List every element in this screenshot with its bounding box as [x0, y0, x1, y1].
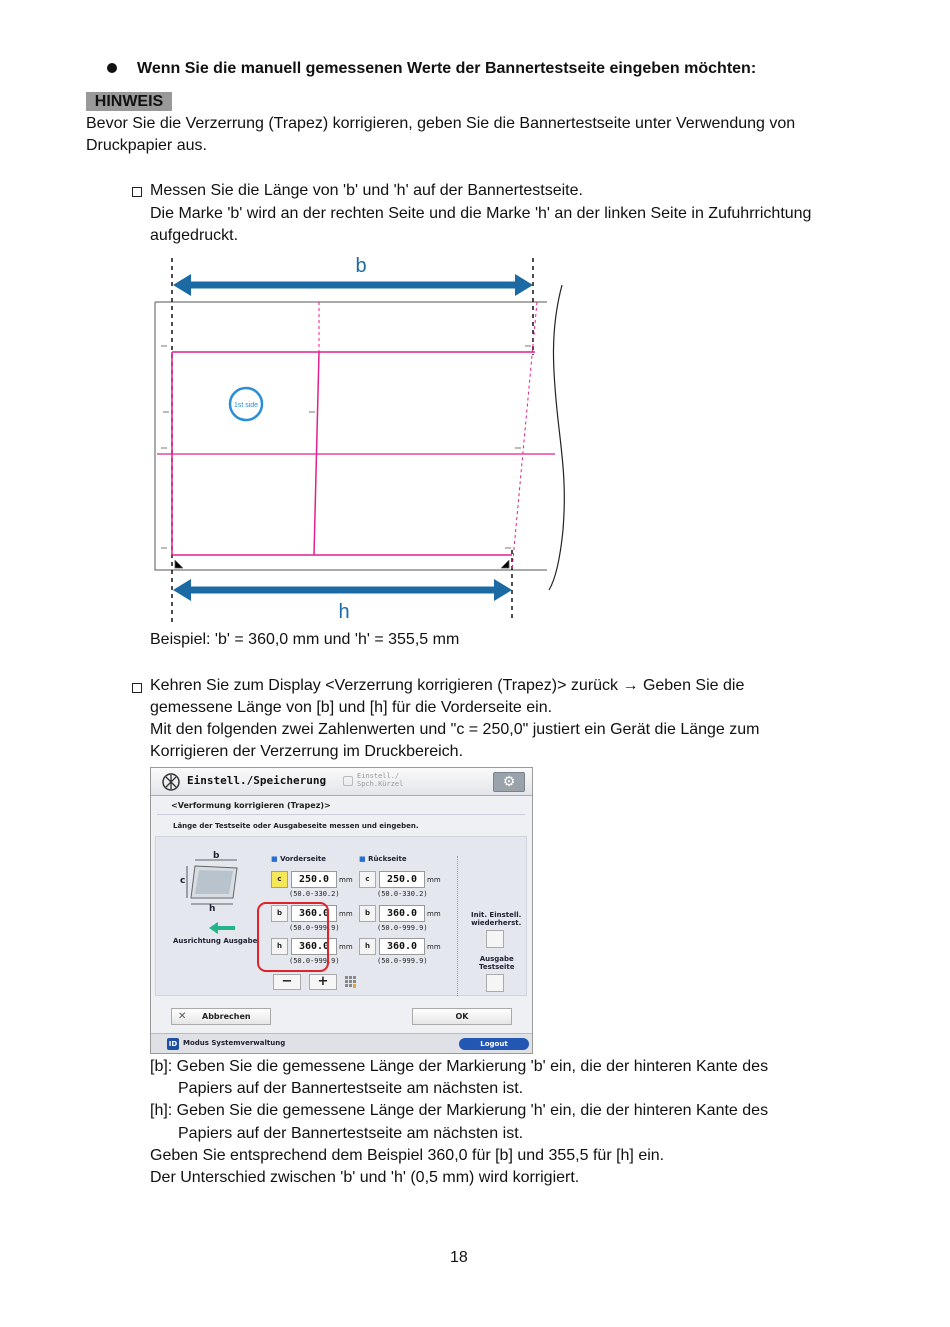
back-h-range: (50.0-999.9)	[377, 957, 428, 965]
h-explanation-line2: Papiers auf der Bannertestseite am nächsten ist.	[178, 1125, 524, 1142]
example-text: Beispiel: 'b' = 360,0 mm und 'h' = 355,5 mm	[150, 631, 460, 648]
h-explanation-line1: [h]: Geben Sie die gemessene Länge der Markierung 'h' ein, die der hinteren Kante des	[150, 1102, 769, 1119]
ui-vertical-divider	[457, 856, 458, 996]
section-heading: Wenn Sie die manuell gemessenen Werte der Bannertestseite eingeben möchten:	[137, 60, 757, 77]
front-bullet-icon: ■	[271, 855, 278, 863]
front-b-unit: mm	[339, 910, 353, 918]
tab2-line1: Einstell./	[357, 772, 400, 780]
step1-line1: Messen Sie die Länge von 'b' und 'h' auf der Bannertestseite.	[150, 182, 583, 199]
b-label: b	[355, 255, 367, 277]
ui-subtitle: <Verformung korrigieren (Trapez)>	[171, 801, 331, 810]
front-side-header	[271, 855, 326, 863]
cancel-button[interactable]	[171, 1008, 271, 1025]
ui-instruction: Länge der Testseite oder Ausgabeseite messen und eingeben.	[173, 822, 419, 830]
front-h-key[interactable]: h	[271, 938, 288, 955]
back-b-unit: mm	[427, 910, 441, 918]
front-c-unit: mm	[339, 876, 353, 884]
first-side-text: 1st side	[233, 402, 259, 409]
back-h-unit: mm	[427, 943, 441, 951]
back-label: Rückseite	[368, 855, 407, 863]
output-line1: Ausgabe	[479, 955, 514, 963]
output-test-page-label	[479, 955, 515, 971]
step2-line4: Korrigieren der Verzerrung im Druckbereich.	[150, 743, 464, 760]
b-arrow-right-head	[515, 274, 533, 296]
front-b-key[interactable]: b	[271, 905, 288, 922]
step2-checkbox	[132, 683, 142, 693]
init-settings-button[interactable]	[486, 930, 504, 948]
note-text-line1: Bevor Sie die Verzerrung (Trapez) korrigieren, geben Sie die Bannertestseite unter Verwendung von	[86, 115, 796, 132]
summary-line1: Geben Sie entsprechend dem Beispiel 360,0 für [b] und 355,5 für [h] ein.	[150, 1147, 665, 1164]
front-h-range: (50.0-999.9)	[289, 957, 340, 965]
back-c-unit: mm	[427, 876, 441, 884]
logout-button[interactable]: Logout	[459, 1038, 529, 1050]
note-text-line2: Druckpapier aus.	[86, 137, 207, 154]
front-label: Vorderseite	[280, 855, 326, 863]
b-arrow-left-head	[173, 274, 191, 296]
settings-tool-icon	[161, 772, 181, 792]
highlight-frame	[257, 902, 329, 972]
ui-separator	[157, 814, 525, 815]
h-arrow-right-head	[494, 579, 512, 601]
minus-button[interactable]: −	[273, 974, 301, 990]
paper-outline	[155, 302, 547, 570]
page-number: 18	[450, 1249, 468, 1266]
back-b-range: (50.0-999.9)	[377, 924, 428, 932]
front-h-input[interactable]: 360.0	[291, 938, 337, 955]
init-line2: wiederherst.	[471, 919, 522, 927]
front-c-range: (50.0-330.2)	[289, 890, 340, 898]
back-b-key[interactable]: b	[359, 905, 376, 922]
output-line2: Testseite	[479, 963, 515, 971]
tab-settings-shortcut[interactable]	[341, 772, 411, 792]
step1-checkbox	[132, 187, 142, 197]
plus-button[interactable]: +	[309, 974, 337, 990]
trapezoid-right-edge	[512, 302, 537, 570]
front-b-input[interactable]: 360.0	[291, 905, 337, 922]
init-settings-label	[471, 911, 521, 927]
h-label: h	[338, 601, 350, 623]
front-h-unit: mm	[339, 943, 353, 951]
device-settings-screen	[150, 767, 533, 1054]
tab2-line2: Spch.Kürzel	[357, 780, 404, 788]
back-c-key[interactable]: c	[359, 871, 376, 888]
step2-line2: gemessene Länge von [b] und [h] für die Vorderseite ein.	[150, 699, 553, 716]
diagram-c-label: c	[180, 876, 186, 886]
front-c-input[interactable]: 250.0	[291, 871, 337, 888]
id-badge: ID	[168, 1040, 178, 1048]
banner-test-page-figure	[145, 250, 585, 628]
mode-label: Modus Systemverwaltung	[183, 1039, 286, 1047]
cancel-label: Abbrechen	[202, 1012, 251, 1021]
close-icon: ✕	[178, 1011, 187, 1022]
back-side-header	[359, 855, 407, 863]
ui-header	[151, 768, 532, 796]
corner-marks	[161, 346, 531, 568]
bullet-dot	[107, 63, 117, 73]
gear-icon[interactable]: ⚙	[493, 772, 525, 792]
back-h-input[interactable]: 360.0	[379, 938, 425, 955]
summary-line2: Der Unterschied zwischen 'b' und 'h' (0,5 mm) wird korrigiert.	[150, 1169, 580, 1186]
step1-line3: aufgedruckt.	[150, 227, 239, 244]
init-line1: Init. Einstell.	[471, 911, 522, 919]
shortcut-icon	[343, 776, 353, 786]
back-bullet-icon: ■	[359, 855, 366, 863]
ui-status-bar	[151, 1033, 532, 1053]
step2-line3: Mit den folgenden zwei Zahlenwerten und "c = 250,0" justiert ein Gerät die Länge zum	[150, 721, 760, 738]
front-b-range: (50.0-999.9)	[289, 924, 340, 932]
step2-line1: Kehren Sie zum Display <Verzerrung korrigieren (Trapez)> zurück → Geben Sie die	[150, 677, 745, 694]
ui-title: Einstell./Speicherung	[187, 774, 327, 787]
b-explanation-line2: Papiers auf der Bannertestseite am nächsten ist.	[178, 1080, 524, 1097]
h-arrow-left-head	[173, 579, 191, 601]
back-b-input[interactable]: 360.0	[379, 905, 425, 922]
back-c-range: (50.0-330.2)	[377, 890, 428, 898]
direction-arrow-icon	[209, 922, 235, 934]
b-explanation-line1: [b]: Geben Sie die gemessene Länge der Markierung 'b' ein, die der hinteren Kante des	[150, 1058, 769, 1075]
back-h-key[interactable]: h	[359, 938, 376, 955]
step1-line2: Die Marke 'b' wird an der rechten Seite und die Marke 'h' an der linken Seite in Zufuhrrichtung	[150, 205, 812, 222]
diagram-b-label: b	[213, 851, 220, 861]
note-label: HINWEIS	[86, 92, 172, 111]
ok-button[interactable]: OK	[412, 1008, 512, 1025]
output-test-page-button[interactable]	[486, 974, 504, 992]
diagram-h-label: h	[209, 904, 216, 914]
direction-label: Ausrichtung Ausgabe	[173, 937, 258, 945]
paper-torn-edge	[549, 285, 564, 590]
front-c-key[interactable]: c	[271, 871, 288, 888]
keypad-icon[interactable]	[345, 976, 357, 989]
back-c-input[interactable]: 250.0	[379, 871, 425, 888]
